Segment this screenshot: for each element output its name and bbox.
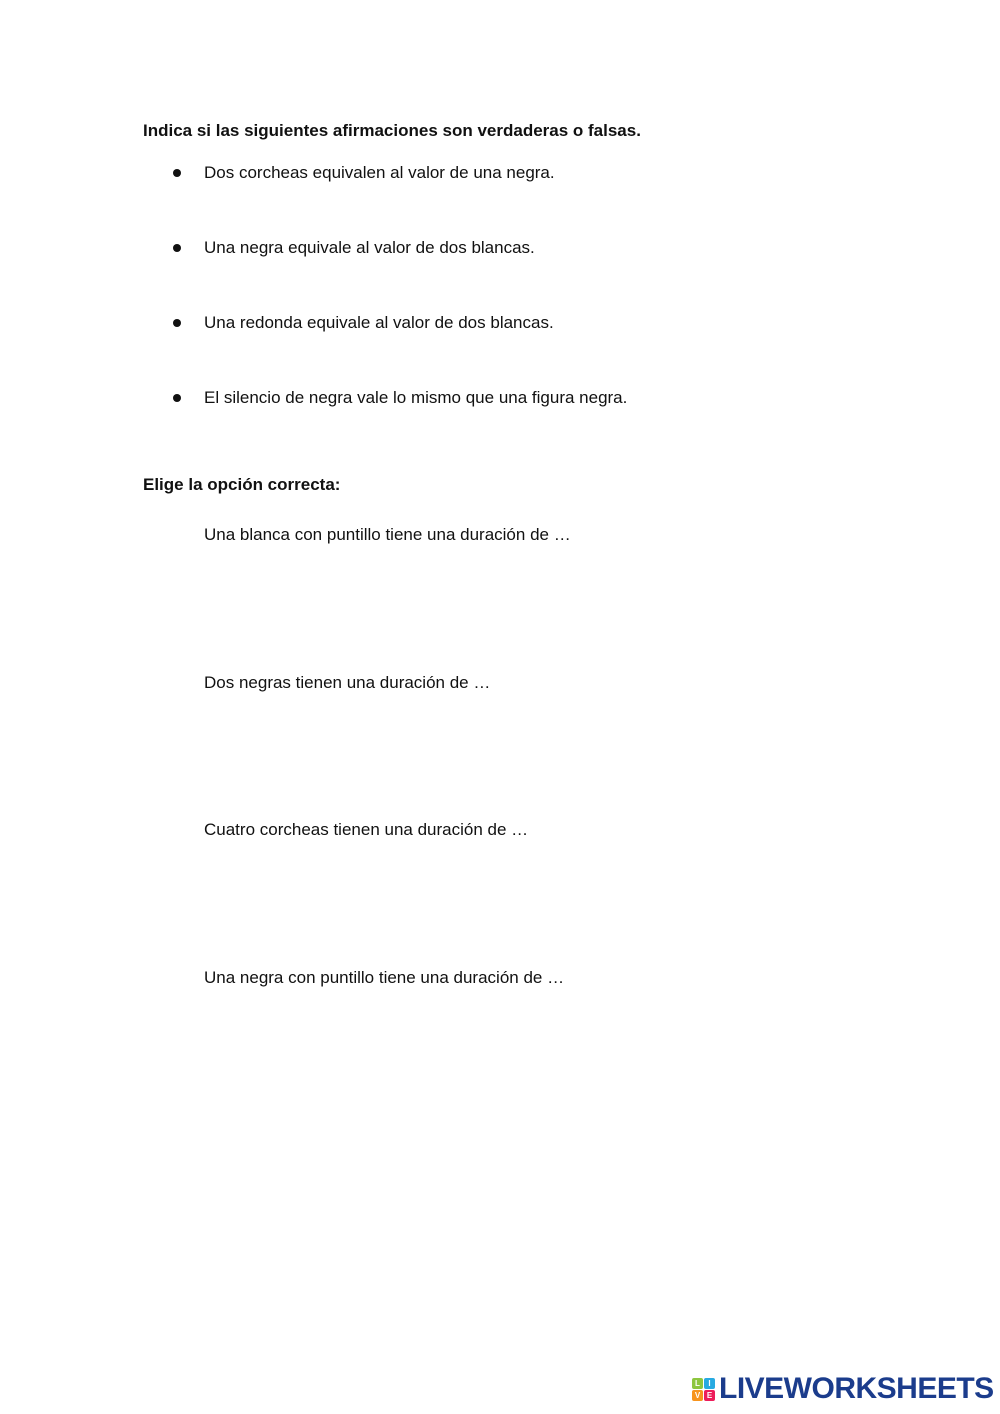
logo-tile: L — [692, 1378, 703, 1389]
question-text: Una negra con puntillo tiene una duración de … — [204, 968, 565, 987]
liveworksheets-watermark — [692, 1374, 994, 1404]
statement-text: Una negra equivale al valor de dos blancas. — [204, 238, 535, 257]
logo-tile: E — [704, 1390, 715, 1401]
statement-text: Una redonda equivale al valor de dos blancas. — [204, 313, 554, 332]
question-text: Cuatro corcheas tienen una duración de … — [204, 820, 529, 839]
bullet-icon — [173, 394, 181, 402]
section-heading-multiple-choice: Elige la opción correcta: — [143, 475, 341, 494]
section-heading-true-false: Indica si las siguientes afirmaciones son verdaderas o falsas. — [143, 121, 641, 140]
bullet-icon — [173, 244, 181, 252]
statement-text: El silencio de negra vale lo mismo que una figura negra. — [204, 388, 628, 407]
statement-text: Dos corcheas equivalen al valor de una negra. — [204, 163, 555, 182]
brand-text: LIVEWORKSHEETS — [719, 1372, 994, 1405]
question-text: Dos negras tienen una duración de … — [204, 673, 491, 692]
logo-tile: I — [704, 1378, 715, 1389]
logo-tile: V — [692, 1390, 703, 1401]
bullet-icon — [173, 319, 181, 327]
liveworksheets-logo-icon — [692, 1378, 715, 1401]
bullet-icon — [173, 169, 181, 177]
question-text: Una blanca con puntillo tiene una duración de … — [204, 525, 571, 544]
